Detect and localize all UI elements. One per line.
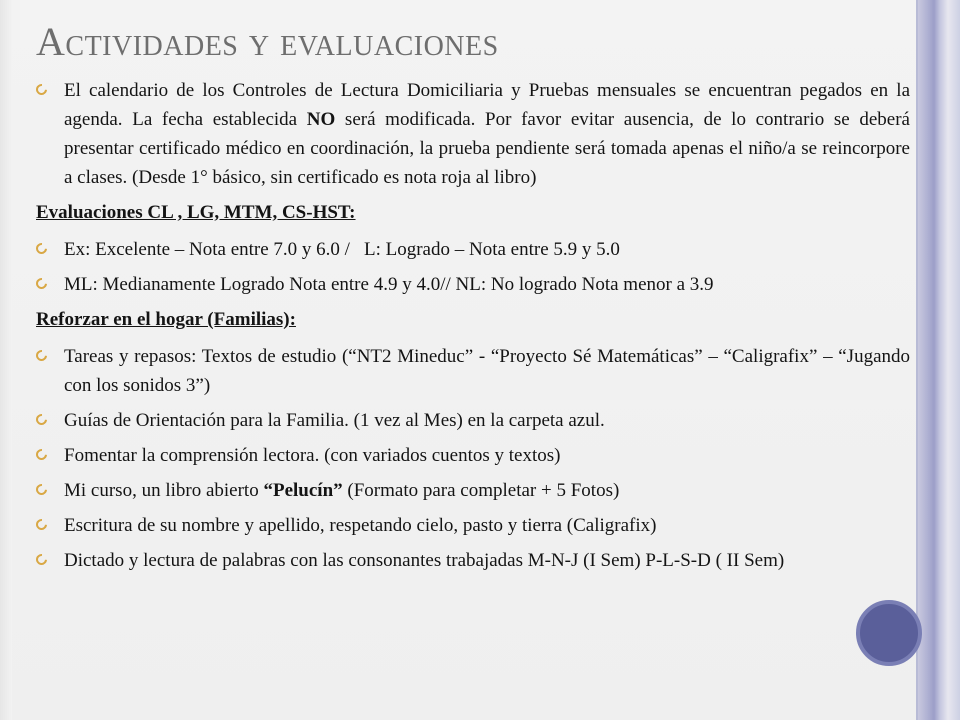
slide-right-decorative-band xyxy=(918,0,960,720)
reforzar-item5: Escritura de su nombre y apellido, respetando cielo, pasto y tierra (Caligrafix) xyxy=(64,515,657,536)
bullet-eval-2 xyxy=(36,270,910,299)
eval-item1-part2: L: Logrado – Nota entre 5.9 y 5.0 xyxy=(363,239,620,260)
bullet-marker-icon xyxy=(34,482,49,497)
slide-left-edge xyxy=(0,0,12,720)
slide-content xyxy=(36,76,910,581)
bullet-reforzar-3 xyxy=(36,441,910,470)
bullet-reforzar-6 xyxy=(36,546,910,575)
reforzar-item4-after: (Formato para completar + 5 Fotos) xyxy=(342,480,620,501)
bullet-marker-icon xyxy=(34,348,49,363)
reforzar-item3: Fomentar la comprensión lectora. (con variados cuentos y textos) xyxy=(64,445,561,466)
bullet-reforzar-5 xyxy=(36,511,910,540)
reforzar-heading: Reforzar en el hogar (Familias): xyxy=(36,309,296,330)
bullet-marker-icon xyxy=(34,552,49,567)
eval-item2: ML: Medianamente Logrado Nota entre 4.9 y 4.0// NL: No logrado Nota menor a 3.9 xyxy=(64,274,714,295)
bullet-intro xyxy=(36,76,910,192)
eval-item1-part1: Ex: Excelente – Nota entre 7.0 y 6.0 / xyxy=(64,239,350,260)
bullet-eval-1 xyxy=(36,235,910,264)
slide-title: Actividades y evaluaciones xyxy=(36,19,499,64)
intro-text-before: El calendario de los Controles de Lectura Domiciliaria y Pruebas mensuales se encuentran pegados en la agenda. La fecha establecida xyxy=(64,80,910,130)
bullet-marker-icon xyxy=(34,241,49,256)
evaluaciones-heading: Evaluaciones CL , LG, MTM, CS-HST: xyxy=(36,202,356,223)
bullet-reforzar-1 xyxy=(36,342,910,400)
bullet-marker-icon xyxy=(34,447,49,462)
intro-bold-no: NO xyxy=(306,109,336,130)
bullet-marker-icon xyxy=(34,517,49,532)
reforzar-item6: Dictado y lectura de palabras con las consonantes trabajadas M-N-J (I Sem) P-L-S-D ( II Sem) xyxy=(64,550,785,571)
bullet-marker-icon xyxy=(34,276,49,291)
bullet-reforzar-2 xyxy=(36,406,910,435)
bullet-reforzar-4 xyxy=(36,476,910,505)
reforzar-item2: Guías de Orientación para la Familia. (1 vez al Mes) en la carpeta azul. xyxy=(64,410,605,431)
intro-text-after: será modificada. Por favor evitar ausencia, de lo contrario se deberá presentar certificado médico en coordinación, la prueba pendiente será tomada apenas el niño/a se reincorpore a clases. (Desde 1° básico, sin certificado es nota roja al libro) xyxy=(64,109,910,188)
reforzar-item4-bold: “Pelucín” xyxy=(263,480,343,501)
bullet-marker-icon xyxy=(34,412,49,427)
reforzar-item4-before: Mi curso, un libro abierto xyxy=(64,480,264,501)
reforzar-item1: Tareas y repasos: Textos de estudio (“NT2 Mineduc” - “Proyecto Sé Matemáticas” – “Caligrafix” – “Jugando con los sonidos 3”) xyxy=(64,346,910,396)
decorative-circle xyxy=(856,600,922,666)
bullet-marker-icon xyxy=(34,82,49,97)
